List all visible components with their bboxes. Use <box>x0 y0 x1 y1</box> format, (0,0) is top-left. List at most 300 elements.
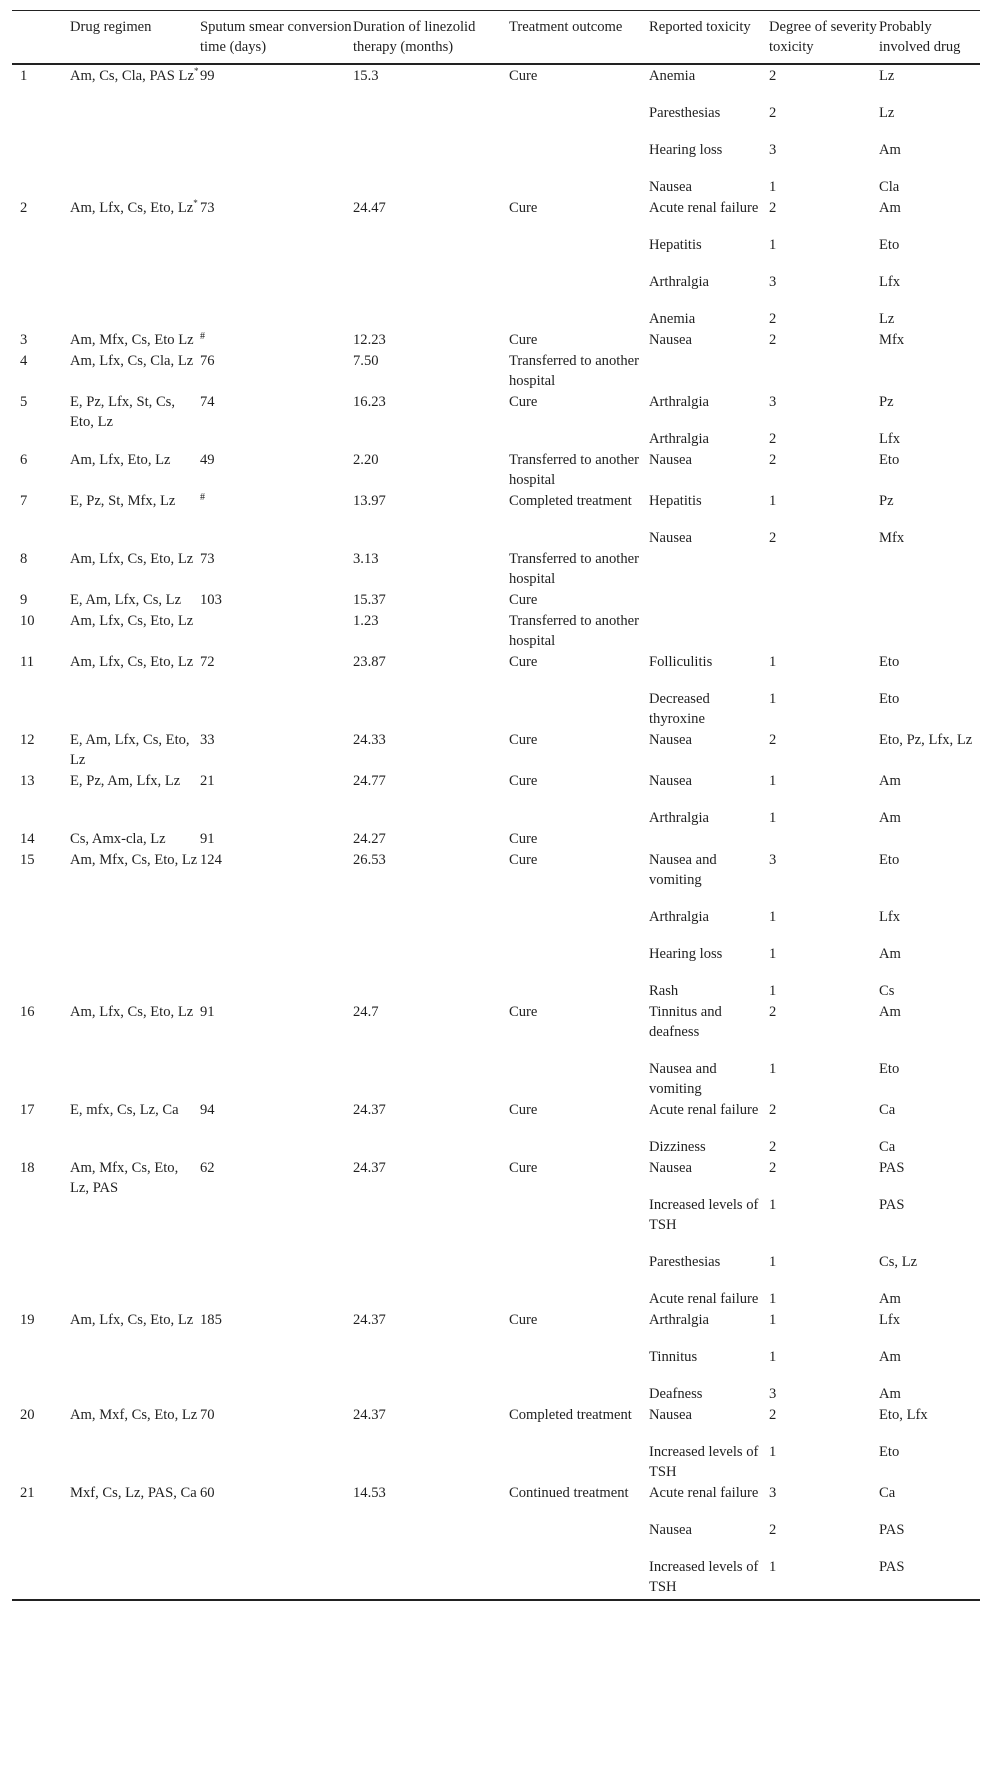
conversion-time: 70 <box>200 1407 215 1423</box>
involved-drug-cell <box>879 64 980 86</box>
severity-degree: 2 <box>769 732 777 748</box>
reported-toxicity: Arthralgia <box>649 274 709 290</box>
drug-regimen: Am, Lfx, Cs, Eto, Lz <box>70 654 194 670</box>
severity-degree-cell <box>769 1042 879 1099</box>
drug-regimen: Am, Lfx, Eto, Lz <box>70 452 171 468</box>
conversion-time-cell <box>200 1404 353 1482</box>
treatment-outcome: Transferred to another hospital <box>509 551 639 587</box>
reported-toxicity-cell <box>649 1042 769 1099</box>
involved-drug: Lfx <box>879 274 901 290</box>
drug-regimen: E, Pz, Lfx, St, Cs, Eto, Lz <box>70 394 175 430</box>
involved-drug: PAS <box>879 1559 905 1575</box>
patient-id-cell <box>12 350 70 391</box>
table-row <box>12 828 980 849</box>
header-regimen: Drug regimen <box>70 19 152 35</box>
drug-regimen: E, Am, Lfx, Cs, Lz <box>70 592 182 608</box>
linezolid-duration: 26.53 <box>353 852 386 868</box>
reported-toxicity-cell <box>649 651 769 672</box>
header-row <box>12 11 980 65</box>
drug-regimen: E, Pz, Am, Lfx, Lz <box>70 773 181 789</box>
reported-toxicity-cell <box>649 391 769 412</box>
treatment-outcome: Cure <box>509 852 538 868</box>
involved-drug-cell <box>879 849 980 890</box>
linezolid-duration-cell <box>353 770 509 828</box>
reported-toxicity-cell <box>649 1330 769 1367</box>
table-row <box>12 1309 980 1330</box>
severity-degree: 1 <box>769 1291 777 1307</box>
severity-degree: 2 <box>769 105 777 121</box>
reported-toxicity: Increased levels of TSH <box>649 1197 759 1233</box>
severity-degree: 2 <box>769 311 777 327</box>
severity-degree: 2 <box>769 530 777 546</box>
treatment-outcome: Continued treatment <box>509 1485 629 1501</box>
conversion-time: 33 <box>200 732 215 748</box>
patient-id: 15 <box>20 852 35 868</box>
linezolid-duration: 14.53 <box>353 1485 386 1501</box>
severity-degree-cell <box>769 1120 879 1157</box>
drug-regimen: Am, Lfx, Cs, Eto, Lz <box>70 1312 194 1328</box>
linezolid-duration: 16.23 <box>353 394 386 410</box>
linezolid-duration: 23.87 <box>353 654 386 670</box>
linezolid-duration-cell <box>353 548 509 589</box>
severity-degree: 1 <box>769 773 777 789</box>
patient-id: 5 <box>20 394 28 410</box>
table-row <box>12 391 980 412</box>
patient-id-cell <box>12 64 70 197</box>
reported-toxicity: Hearing loss <box>649 946 723 962</box>
conversion-time: 103 <box>200 592 222 608</box>
patient-id-cell <box>12 770 70 828</box>
severity-degree-cell <box>769 1235 879 1272</box>
severity-degree: 1 <box>769 1312 777 1328</box>
patient-id-cell <box>12 1482 70 1600</box>
linezolid-duration-cell <box>353 350 509 391</box>
table-row <box>12 1404 980 1425</box>
involved-drug: Am <box>879 773 901 789</box>
patient-id-cell <box>12 651 70 729</box>
linezolid-duration-cell <box>353 651 509 729</box>
conversion-time: 62 <box>200 1160 215 1176</box>
treatment-outcome: Cure <box>509 1160 538 1176</box>
reported-toxicity-cell <box>649 1367 769 1404</box>
reported-toxicity-cell <box>649 610 769 651</box>
severity-degree-cell <box>769 1540 879 1600</box>
drug-regimen-cell <box>70 350 200 391</box>
linezolid-duration-cell <box>353 610 509 651</box>
conversion-time: 91 <box>200 1004 215 1020</box>
conversion-time-cell <box>200 589 353 610</box>
severity-degree: 1 <box>769 983 777 999</box>
reported-toxicity-cell <box>649 412 769 449</box>
conversion-time-cell <box>200 1099 353 1157</box>
reported-toxicity: Nausea <box>649 332 692 348</box>
severity-degree-cell <box>769 672 879 729</box>
table-row <box>12 64 980 86</box>
severity-degree: 1 <box>769 1349 777 1365</box>
patient-id: 21 <box>20 1485 35 1501</box>
drug-regimen: E, Pz, St, Mfx, Lz <box>70 493 176 509</box>
linezolid-duration-cell <box>353 1309 509 1404</box>
involved-drug-cell <box>879 1099 980 1120</box>
treatment-outcome: Transferred to another hospital <box>509 452 639 488</box>
header-severity: Degree of severity toxicity <box>769 19 877 55</box>
involved-drug-cell <box>879 1404 980 1425</box>
conversion-time: # <box>200 492 205 503</box>
drug-regimen: Mxf, Cs, Lz, PAS, Ca <box>70 1485 197 1501</box>
treatment-outcome-cell <box>509 197 649 329</box>
involved-drug: Ca <box>879 1139 896 1155</box>
patient-id-cell <box>12 1001 70 1099</box>
treatment-outcome: Cure <box>509 332 538 348</box>
treatment-outcome: Cure <box>509 68 538 84</box>
severity-degree-cell <box>769 1503 879 1540</box>
drug-regimen: E, mfx, Cs, Lz, Ca <box>70 1102 179 1118</box>
reported-toxicity-cell <box>649 729 769 770</box>
severity-degree-cell <box>769 255 879 292</box>
reported-toxicity: Acute renal failure <box>649 200 759 216</box>
drug-regimen-cell <box>70 1309 200 1404</box>
involved-drug-cell <box>879 828 980 849</box>
reported-toxicity-cell <box>649 890 769 927</box>
involved-drug-cell <box>879 1540 980 1600</box>
treatment-outcome-cell <box>509 64 649 197</box>
linezolid-duration: 24.7 <box>353 1004 379 1020</box>
conversion-time-cell <box>200 828 353 849</box>
drug-regimen: Am, Cs, Cla, PAS Lz <box>70 68 194 84</box>
patient-id-cell <box>12 1157 70 1309</box>
severity-degree-cell <box>769 651 879 672</box>
involved-drug: PAS <box>879 1522 905 1538</box>
conversion-time: 73 <box>200 551 215 567</box>
treatment-outcome: Cure <box>509 773 538 789</box>
severity-degree: 1 <box>769 1061 777 1077</box>
involved-drug: Pz <box>879 493 894 509</box>
treatment-outcome-cell <box>509 651 649 729</box>
involved-drug-cell <box>879 160 980 197</box>
reported-toxicity-cell <box>649 548 769 589</box>
header-id <box>12 11 70 65</box>
reported-toxicity: Arthralgia <box>649 810 709 826</box>
patient-id-cell <box>12 391 70 449</box>
drug-regimen-cell <box>70 651 200 729</box>
table-header <box>12 11 980 65</box>
linezolid-duration: 24.37 <box>353 1312 386 1328</box>
reported-toxicity-cell <box>649 64 769 86</box>
patient-id-cell <box>12 729 70 770</box>
severity-degree-cell <box>769 1178 879 1235</box>
reported-toxicity-cell <box>649 255 769 292</box>
severity-degree-cell <box>769 329 879 350</box>
severity-degree-cell <box>769 160 879 197</box>
linezolid-duration-cell <box>353 589 509 610</box>
patient-id: 19 <box>20 1312 35 1328</box>
drug-regimen: Am, Lfx, Cs, Eto, Lz <box>70 551 194 567</box>
treatment-outcome-cell <box>509 1099 649 1157</box>
drug-regimen-cell <box>70 329 200 350</box>
table-row <box>12 1482 980 1503</box>
reported-toxicity: Deafness <box>649 1386 703 1402</box>
treatment-outcome: Cure <box>509 732 538 748</box>
involved-drug: Eto <box>879 1444 900 1460</box>
involved-drug-cell <box>879 123 980 160</box>
reported-toxicity: Paresthesias <box>649 1254 721 1270</box>
linezolid-duration-cell <box>353 449 509 490</box>
reported-toxicity: Folliculitis <box>649 654 713 670</box>
reported-toxicity: Nausea <box>649 732 692 748</box>
treatment-outcome: Cure <box>509 1312 538 1328</box>
conversion-time-cell <box>200 849 353 1001</box>
severity-degree-cell <box>769 589 879 610</box>
involved-drug-cell <box>879 292 980 329</box>
reported-toxicity: Arthralgia <box>649 1312 709 1328</box>
conversion-time-cell <box>200 1482 353 1600</box>
involved-drug-cell <box>879 1001 980 1042</box>
drug-regimen-cell <box>70 849 200 1001</box>
table-row <box>12 1001 980 1042</box>
involved-drug-cell <box>879 791 980 828</box>
conversion-time: 76 <box>200 353 215 369</box>
severity-degree: 2 <box>769 68 777 84</box>
involved-drug-cell <box>879 770 980 791</box>
drug-regimen-cell <box>70 770 200 828</box>
reported-toxicity: Nausea <box>649 773 692 789</box>
involved-drug: Eto <box>879 654 900 670</box>
linezolid-duration: 3.13 <box>353 551 379 567</box>
patient-id: 18 <box>20 1160 35 1176</box>
severity-degree-cell <box>769 729 879 770</box>
severity-degree-cell <box>769 964 879 1001</box>
involved-drug-cell <box>879 589 980 610</box>
drug-regimen: Am, Lfx, Cs, Eto, Lz <box>70 1004 194 1020</box>
linezolid-duration: 15.37 <box>353 592 386 608</box>
involved-drug-cell <box>879 511 980 548</box>
severity-degree-cell <box>769 64 879 86</box>
involved-drug-cell <box>879 86 980 123</box>
reported-toxicity: Hearing loss <box>649 142 723 158</box>
involved-drug: Am <box>879 946 901 962</box>
involved-drug: Am <box>879 1386 901 1402</box>
involved-drug: PAS <box>879 1160 905 1176</box>
involved-drug-cell <box>879 1482 980 1503</box>
severity-degree: 1 <box>769 691 777 707</box>
drug-regimen-cell <box>70 1099 200 1157</box>
involved-drug: Eto, Lfx <box>879 1407 928 1423</box>
conversion-time-cell <box>200 729 353 770</box>
linezolid-duration-cell <box>353 1001 509 1099</box>
severity-degree: 2 <box>769 1407 777 1423</box>
treatment-outcome: Cure <box>509 831 538 847</box>
patient-id-cell <box>12 329 70 350</box>
toxicity-table <box>12 10 980 1601</box>
conversion-time-cell <box>200 64 353 197</box>
header-toxicity: Reported toxicity <box>649 19 751 35</box>
drug-regimen: Am, Mfx, Cs, Eto, Lz, PAS <box>70 1160 179 1196</box>
regimen-footnote-mark: * <box>193 198 198 209</box>
reported-toxicity-cell <box>649 1157 769 1178</box>
drug-regimen-cell <box>70 449 200 490</box>
reported-toxicity-cell <box>649 1001 769 1042</box>
reported-toxicity-cell <box>649 1120 769 1157</box>
patient-id-cell <box>12 610 70 651</box>
involved-drug: Pz <box>879 394 894 410</box>
severity-degree: 1 <box>769 946 777 962</box>
severity-degree: 1 <box>769 810 777 826</box>
drug-regimen-cell <box>70 1482 200 1600</box>
conversion-time-cell <box>200 350 353 391</box>
header-drug: Probably involved drug <box>879 19 961 55</box>
involved-drug-cell <box>879 1120 980 1157</box>
involved-drug: Am <box>879 142 901 158</box>
severity-degree-cell <box>769 890 879 927</box>
patient-id-cell <box>12 449 70 490</box>
reported-toxicity-cell <box>649 1425 769 1482</box>
severity-degree: 1 <box>769 1197 777 1213</box>
severity-degree: 1 <box>769 654 777 670</box>
severity-degree-cell <box>769 350 879 391</box>
severity-degree-cell <box>769 1330 879 1367</box>
treatment-outcome: Cure <box>509 654 538 670</box>
reported-toxicity: Paresthesias <box>649 105 721 121</box>
reported-toxicity: Nausea <box>649 179 692 195</box>
severity-degree-cell <box>769 511 879 548</box>
treatment-outcome-cell <box>509 1001 649 1099</box>
reported-toxicity-cell <box>649 292 769 329</box>
conversion-time: 94 <box>200 1102 215 1118</box>
severity-degree-cell <box>769 791 879 828</box>
treatment-outcome: Completed treatment <box>509 1407 632 1423</box>
conversion-time-cell <box>200 1309 353 1404</box>
reported-toxicity: Acute renal failure <box>649 1485 759 1501</box>
drug-regimen-cell <box>70 589 200 610</box>
severity-degree-cell <box>769 412 879 449</box>
involved-drug-cell <box>879 1178 980 1235</box>
reported-toxicity-cell <box>649 350 769 391</box>
involved-drug: Am <box>879 1291 901 1307</box>
treatment-outcome-cell <box>509 589 649 610</box>
severity-degree: 1 <box>769 1254 777 1270</box>
table-row <box>12 589 980 610</box>
reported-toxicity-cell <box>649 1099 769 1120</box>
drug-regimen-cell <box>70 391 200 449</box>
conversion-time-cell <box>200 329 353 350</box>
reported-toxicity-cell <box>649 828 769 849</box>
table-row <box>12 610 980 651</box>
linezolid-duration-cell <box>353 1482 509 1600</box>
reported-toxicity-cell <box>649 589 769 610</box>
severity-degree-cell <box>769 927 879 964</box>
severity-degree-cell <box>769 218 879 255</box>
reported-toxicity: Acute renal failure <box>649 1102 759 1118</box>
drug-regimen: Am, Mfx, Cs, Eto Lz <box>70 332 194 348</box>
severity-degree-cell <box>769 610 879 651</box>
linezolid-duration: 24.37 <box>353 1407 386 1423</box>
drug-regimen-cell <box>70 828 200 849</box>
linezolid-duration: 2.20 <box>353 452 379 468</box>
involved-drug-cell <box>879 1042 980 1099</box>
linezolid-duration: 13.97 <box>353 493 386 509</box>
involved-drug-cell <box>879 672 980 729</box>
linezolid-duration: 24.47 <box>353 200 386 216</box>
reported-toxicity-cell <box>649 86 769 123</box>
drug-regimen-cell <box>70 1404 200 1482</box>
table-row <box>12 1157 980 1178</box>
reported-toxicity: Arthralgia <box>649 909 709 925</box>
treatment-outcome-cell <box>509 610 649 651</box>
table-row <box>12 651 980 672</box>
linezolid-duration: 24.77 <box>353 773 386 789</box>
conversion-time-cell <box>200 1001 353 1099</box>
reported-toxicity: Nausea and vomiting <box>649 1061 717 1097</box>
involved-drug-cell <box>879 1235 980 1272</box>
drug-regimen: Am, Mfx, Cs, Eto, Lz <box>70 852 198 868</box>
reported-toxicity-cell <box>649 511 769 548</box>
severity-degree-cell <box>769 548 879 589</box>
linezolid-duration-cell <box>353 64 509 197</box>
drug-regimen: E, Am, Lfx, Cs, Eto, Lz <box>70 732 190 768</box>
reported-toxicity: Decreased thyroxine <box>649 691 710 727</box>
patient-id: 14 <box>20 831 35 847</box>
reported-toxicity: Dizziness <box>649 1139 706 1155</box>
treatment-outcome: Cure <box>509 200 538 216</box>
reported-toxicity: Increased levels of TSH <box>649 1559 759 1595</box>
severity-degree: 1 <box>769 237 777 253</box>
reported-toxicity: Tinnitus <box>649 1349 698 1365</box>
severity-degree: 1 <box>769 179 777 195</box>
conversion-time: 73 <box>200 200 215 216</box>
patient-id: 13 <box>20 773 35 789</box>
treatment-outcome-cell <box>509 329 649 350</box>
patient-id-cell <box>12 1404 70 1482</box>
involved-drug: Eto <box>879 852 900 868</box>
conversion-time-cell <box>200 391 353 449</box>
severity-degree-cell <box>769 449 879 490</box>
conversion-time: 99 <box>200 68 215 84</box>
reported-toxicity: Tinnitus and deafness <box>649 1004 722 1040</box>
reported-toxicity: Nausea <box>649 530 692 546</box>
patient-id: 12 <box>20 732 35 748</box>
severity-degree: 2 <box>769 1522 777 1538</box>
drug-regimen-cell <box>70 610 200 651</box>
drug-regimen-cell <box>70 1001 200 1099</box>
severity-degree: 2 <box>769 431 777 447</box>
severity-degree-cell <box>769 1309 879 1330</box>
reported-toxicity-cell <box>649 1235 769 1272</box>
linezolid-duration: 24.37 <box>353 1160 386 1176</box>
reported-toxicity: Nausea <box>649 1522 692 1538</box>
conversion-time-cell <box>200 197 353 329</box>
severity-degree-cell <box>769 292 879 329</box>
patient-id-cell <box>12 849 70 1001</box>
patient-id: 16 <box>20 1004 35 1020</box>
drug-regimen-cell <box>70 197 200 329</box>
reported-toxicity-cell <box>649 1309 769 1330</box>
reported-toxicity: Nausea <box>649 1407 692 1423</box>
severity-degree-cell <box>769 391 879 412</box>
conversion-time-cell <box>200 449 353 490</box>
linezolid-duration: 7.50 <box>353 353 379 369</box>
reported-toxicity-cell <box>649 770 769 791</box>
reported-toxicity-cell <box>649 1272 769 1309</box>
linezolid-duration: 1.23 <box>353 613 379 629</box>
severity-degree-cell <box>769 1099 879 1120</box>
involved-drug-cell <box>879 1503 980 1540</box>
treatment-outcome-cell <box>509 490 649 548</box>
linezolid-duration-cell <box>353 490 509 548</box>
linezolid-duration: 15.3 <box>353 68 379 84</box>
conversion-time-cell <box>200 770 353 828</box>
severity-degree: 2 <box>769 1139 777 1155</box>
header-conversion: Sputum smear conversion time (days) <box>200 19 352 55</box>
